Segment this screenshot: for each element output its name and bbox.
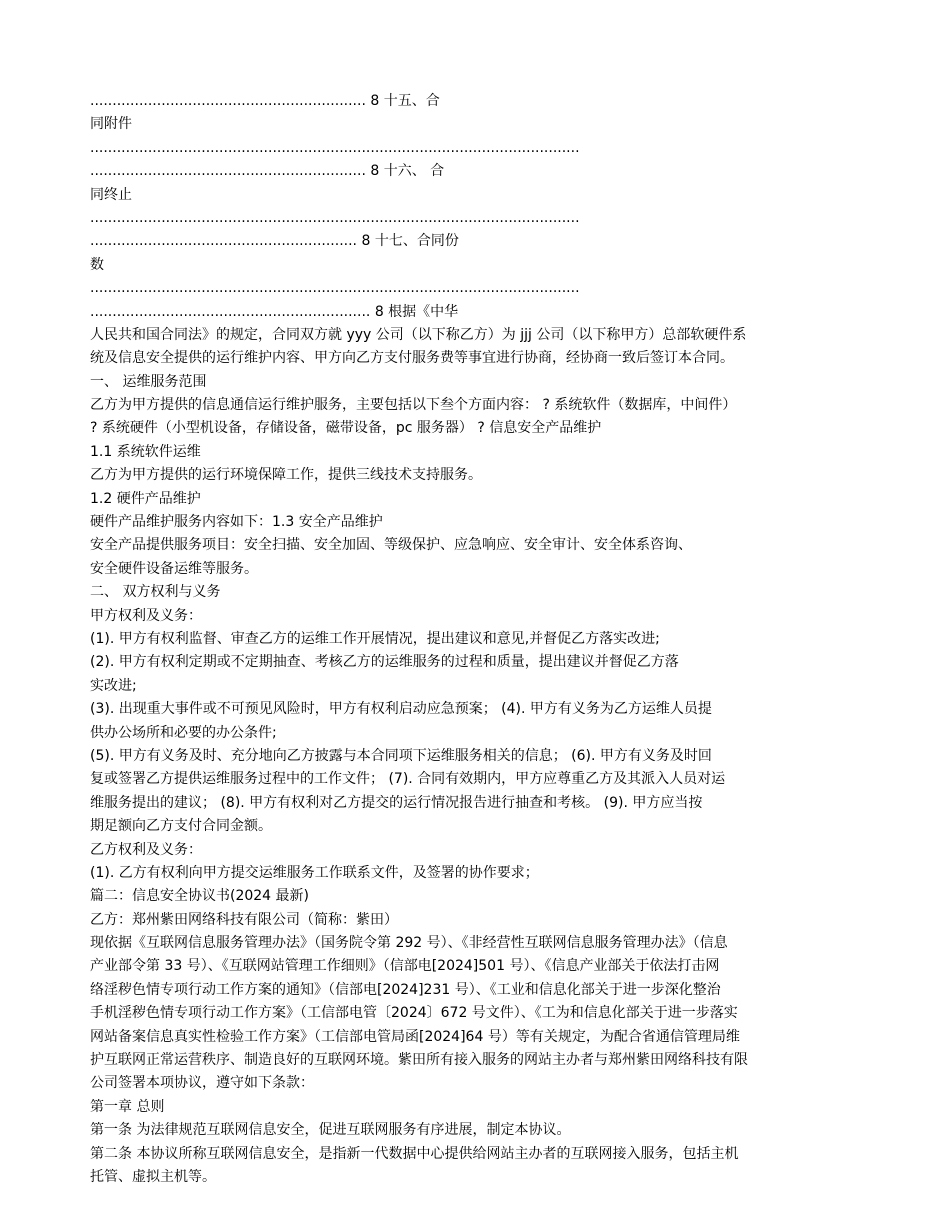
paragraph-line: 手机淫秽色情专项行动工作方案》（工信部电管〔2024〕672 号文件）、《工为和信息化部关于进一步落实	[90, 1005, 738, 1022]
paragraph-line: 安全硬件设备运维等服务。	[90, 560, 258, 577]
section-heading: 一、 运维服务范围	[90, 373, 207, 390]
paragraph-line: 网站备案信息真实性检验工作方案》（工信部电管局函[2024]64 号）等有关规定，为配合省通信管理局维	[90, 1028, 740, 1045]
toc-dots-line: .............................................................. 8 十六、 合	[90, 163, 445, 180]
toc-dots-line: ..............................................................................................................	[90, 139, 580, 156]
subsection-heading: 1.1 系统软件运维	[90, 443, 201, 460]
list-item: (2). 甲方有权利定期或不定期抽查、考核乙方的运维服务的过程和质量，提出建议并督促乙方落	[90, 654, 679, 671]
list-item: 期足额向乙方支付合同金额。	[90, 818, 272, 835]
paragraph-line: 第一条 为法律规范互联网信息安全，促进互联网服务有序进展，制定本协议。	[90, 1122, 571, 1139]
paragraph-line: 乙方为甲方提供的运行环境保障工作，提供三线技术支持服务。	[90, 467, 482, 484]
list-item: 供办公场所和必要的办公条件;	[90, 724, 277, 741]
paragraph-line: 现依据《互联网信息服务管理办法》（国务院令第 292 号）、《非经营性互联网信息服务管理办法》（信息	[90, 935, 728, 952]
paragraph-line: 甲方权利及义务：	[90, 607, 202, 624]
toc-dots-line: ..............................................................................................................	[90, 209, 580, 226]
paragraph-line: 公司签署本项协议，遵守如下条款：	[90, 1075, 314, 1092]
list-item: 维服务提出的建议； (8). 甲方有权利对乙方提交的运行情况报告进行抽查和考核。 (9). 甲方应当按	[90, 794, 703, 811]
list-item: (1). 甲方有权利监督、审查乙方的运维工作开展情况，提出建议和意见,并督促乙方落实改进;	[90, 630, 660, 647]
toc-dots-line: ..............................................................................................................	[90, 280, 580, 297]
toc-dots-line: ............................................................... 8 根据《中华	[90, 303, 459, 320]
toc-dots-line: .............................................................. 8 十五、合	[90, 93, 440, 109]
paragraph-line: ? 系统硬件（小型机设备，存储设备，磁带设备，pc 服务器） ? 信息安全产品维护	[90, 420, 602, 437]
list-item: (3). 出现重大事件或不可预见风险时，甲方有权利启动应急预案； (4). 甲方有义务为乙方运维人员提	[90, 701, 712, 718]
paragraph-line: 乙方：郑州紫田网络科技有限公司（简称：紫田）	[90, 911, 398, 928]
paragraph-line: 托管、虚拟主机等。	[90, 1168, 216, 1185]
paragraph-line: 络淫秽色情专项行动工作方案的通知》（信部电[2024]231 号）、《工业和信息化部关于进一步深化整治	[90, 981, 721, 998]
subsection-heading: 1.2 硬件产品维护	[90, 490, 201, 507]
toc-entry-text: 同附件	[90, 116, 132, 133]
paragraph-line: 护互联网正常运营秩序、制造良好的互联网环境。紫田所有接入服务的网站主办者与郑州紫田网络科技有限	[90, 1052, 748, 1069]
paragraph-line: 人民共和国合同法》的规定，合同双方就 yyy 公司（以下称乙方）为 jjj 公司（以下称甲方）总部软硬件系	[90, 326, 747, 343]
list-item: (1). 乙方有权利向甲方提交运维服务工作联系文件，及签署的协作要求；	[90, 864, 539, 881]
toc-dots-line: ............................................................ 8 十七、合同份	[90, 233, 459, 250]
list-item: 复或签署乙方提供运维服务过程中的工作文件； (7). 合同有效期内，甲方应尊重乙方及其派入人员对运	[90, 771, 726, 788]
paragraph-line: 硬件产品维护服务内容如下：1.3 安全产品维护	[90, 514, 383, 531]
toc-entry-text: 数	[90, 256, 104, 273]
list-item: (5). 甲方有义务及时、充分地向乙方披露与本合同项下运维服务相关的信息； (6). 甲方有义务及时回	[90, 747, 712, 764]
paragraph-line: 乙方为甲方提供的信息通信运行维护服务，主要包括以下叁个方面内容： ? 系统软件（数据库，中间件）	[90, 397, 737, 414]
paragraph-line: 产业部令第 33 号）、《互联网站管理工作细则》（信部电[2024]501 号）、《信息产业部关于依法打击网	[90, 958, 720, 975]
section-heading: 篇二：信息安全协议书(2024 最新)	[90, 888, 310, 905]
chapter-heading: 第一章 总则	[90, 1098, 165, 1115]
section-heading: 二、 双方权利与义务	[90, 584, 221, 601]
paragraph-line: 安全产品提供服务项目：安全扫描、安全加固、等级保护、应急响应、安全审计、安全体系咨询、	[90, 537, 692, 554]
toc-entry-text: 同终止	[90, 186, 132, 203]
paragraph-line: 统及信息安全提供的运行维护内容、甲方向乙方支付服务费等事宜进行协商，经协商一致后签订本合同。	[90, 350, 734, 367]
document-page	[90, 90, 860, 1189]
paragraph-line: 第二条 本协议所称互联网信息安全，是指新一代数据中心提供给网站主办者的互联网接入服务，包括主机	[90, 1145, 739, 1162]
list-item: 实改进;	[90, 677, 137, 694]
paragraph-line: 乙方权利及义务：	[90, 841, 202, 858]
